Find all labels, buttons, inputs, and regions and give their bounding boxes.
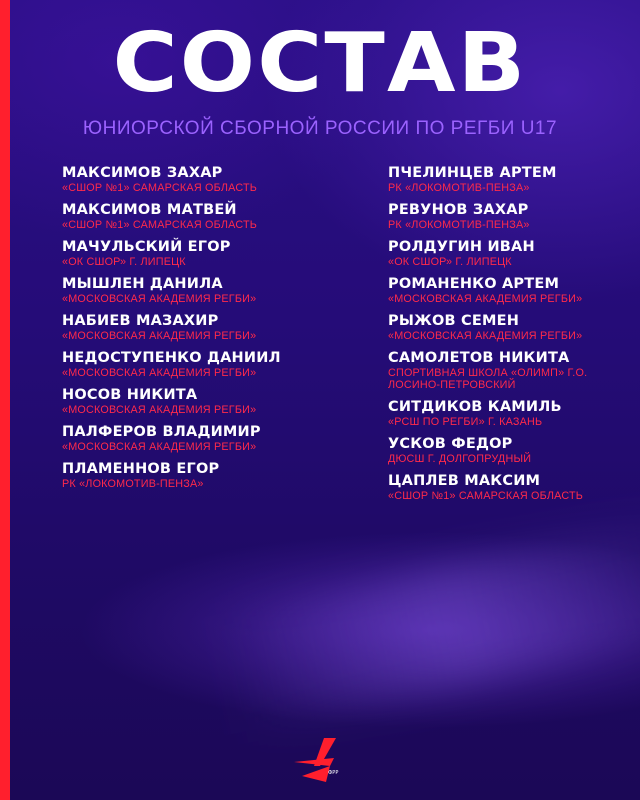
player-name: МАКСИМОВ ЗАХАР <box>62 165 223 181</box>
player-name: ПЛАМЕННОВ ЕГОР <box>62 461 220 477</box>
player-club: РК «ЛОКОМОТИВ-ПЕНЗА» <box>388 182 530 194</box>
player-club: «СШОР №1» САМАРСКАЯ ОБЛАСТЬ <box>62 219 258 231</box>
player-club: «СШОР №1» САМАРСКАЯ ОБЛАСТЬ <box>62 182 258 194</box>
player-entry <box>62 423 362 453</box>
player-entry <box>62 460 362 490</box>
player-entry <box>62 275 362 305</box>
player-name: УСКОВ ФЕДОР <box>388 436 513 452</box>
player-name: МАЧУЛЬСКИЙ ЕГОР <box>62 239 231 255</box>
player-entry <box>388 312 633 342</box>
player-entry <box>62 238 362 268</box>
player-club: ДЮСШ Г. ДОЛГОПРУДНЫЙ <box>388 453 532 465</box>
player-name: МЫШЛЕН ДАНИЛА <box>62 276 223 292</box>
page-title: СОСТАВ <box>112 16 528 111</box>
player-club: «МОСКОВСКАЯ АКАДЕМИЯ РЕГБИ» <box>62 293 257 305</box>
player-name: САМОЛЕТОВ НИКИТА <box>388 350 570 366</box>
page-subtitle: ЮНИОРСКОЙ СБОРНОЙ РОССИИ ПО РЕГБИ U17 <box>82 118 558 139</box>
player-name: СИТДИКОВ КАМИЛЬ <box>388 399 562 415</box>
player-entry <box>388 472 633 502</box>
player-club: «ОК СШОР» Г. ЛИПЕЦК <box>388 256 512 268</box>
player-entry <box>388 201 633 231</box>
player-entry <box>62 201 362 231</box>
player-entry <box>388 349 633 391</box>
player-name: НАБИЕВ МАЗАХИР <box>62 313 219 329</box>
player-name: НОСОВ НИКИТА <box>62 387 198 403</box>
player-name: НЕДОСТУПЕНКО ДАНИИЛ <box>62 350 281 366</box>
player-name: МАКСИМОВ МАТВЕЙ <box>62 202 237 218</box>
player-club: «МОСКОВСКАЯ АКАДЕМИЯ РЕГБИ» <box>388 330 583 342</box>
player-entry <box>62 164 362 194</box>
player-name: РЫЖОВ СЕМЕН <box>388 313 520 329</box>
player-club: «РСШ ПО РЕГБИ» Г. КАЗАНЬ <box>388 416 543 428</box>
player-name: ПЧЕЛИНЦЕВ АРТЕМ <box>388 165 557 181</box>
player-entry <box>62 349 362 379</box>
player-club: «СШОР №1» САМАРСКАЯ ОБЛАСТЬ <box>388 490 584 502</box>
player-club: «МОСКОВСКАЯ АКАДЕМИЯ РЕГБИ» <box>62 330 257 342</box>
player-club: «МОСКОВСКАЯ АКАДЕМИЯ РЕГБИ» <box>62 441 257 453</box>
player-club: «МОСКОВСКАЯ АКАДЕМИЯ РЕГБИ» <box>62 404 257 416</box>
player-club: РК «ЛОКОМОТИВ-ПЕНЗА» <box>388 219 530 231</box>
roster-column-left <box>62 164 362 497</box>
player-name: ПАЛФЕРОВ ВЛАДИМИР <box>62 424 261 440</box>
player-entry <box>388 275 633 305</box>
player-club: «МОСКОВСКАЯ АКАДЕМИЯ РЕГБИ» <box>62 367 257 379</box>
player-club: РК «ЛОКОМОТИВ-ПЕНЗА» <box>62 478 204 490</box>
player-entry <box>388 435 633 465</box>
player-entry <box>388 238 633 268</box>
player-entry <box>388 164 633 194</box>
player-entry <box>62 386 362 416</box>
player-entry <box>388 398 633 428</box>
background-light-streak <box>213 507 640 732</box>
player-name: РЕВУНОВ ЗАХАР <box>388 202 529 218</box>
rugby-union-logo-icon <box>290 736 350 784</box>
player-name: РОЛДУГИН ИВАН <box>388 239 535 255</box>
player-name: ЦАПЛЕВ МАКСИМ <box>388 473 541 489</box>
player-club: «ОК СШОР» Г. ЛИПЕЦК <box>62 256 186 268</box>
player-club: СПОРТИВНАЯ ШКОЛА «ОЛИМП» Г.О. ЛОСИНО-ПЕТРОВСКИЙ <box>388 367 588 391</box>
player-entry <box>62 312 362 342</box>
roster-column-right <box>388 164 633 509</box>
svg-text:ФРР: ФРР <box>328 770 339 776</box>
player-name: РОМАНЕНКО АРТЕМ <box>388 276 560 292</box>
player-club: «МОСКОВСКАЯ АКАДЕМИЯ РЕГБИ» <box>388 293 583 305</box>
